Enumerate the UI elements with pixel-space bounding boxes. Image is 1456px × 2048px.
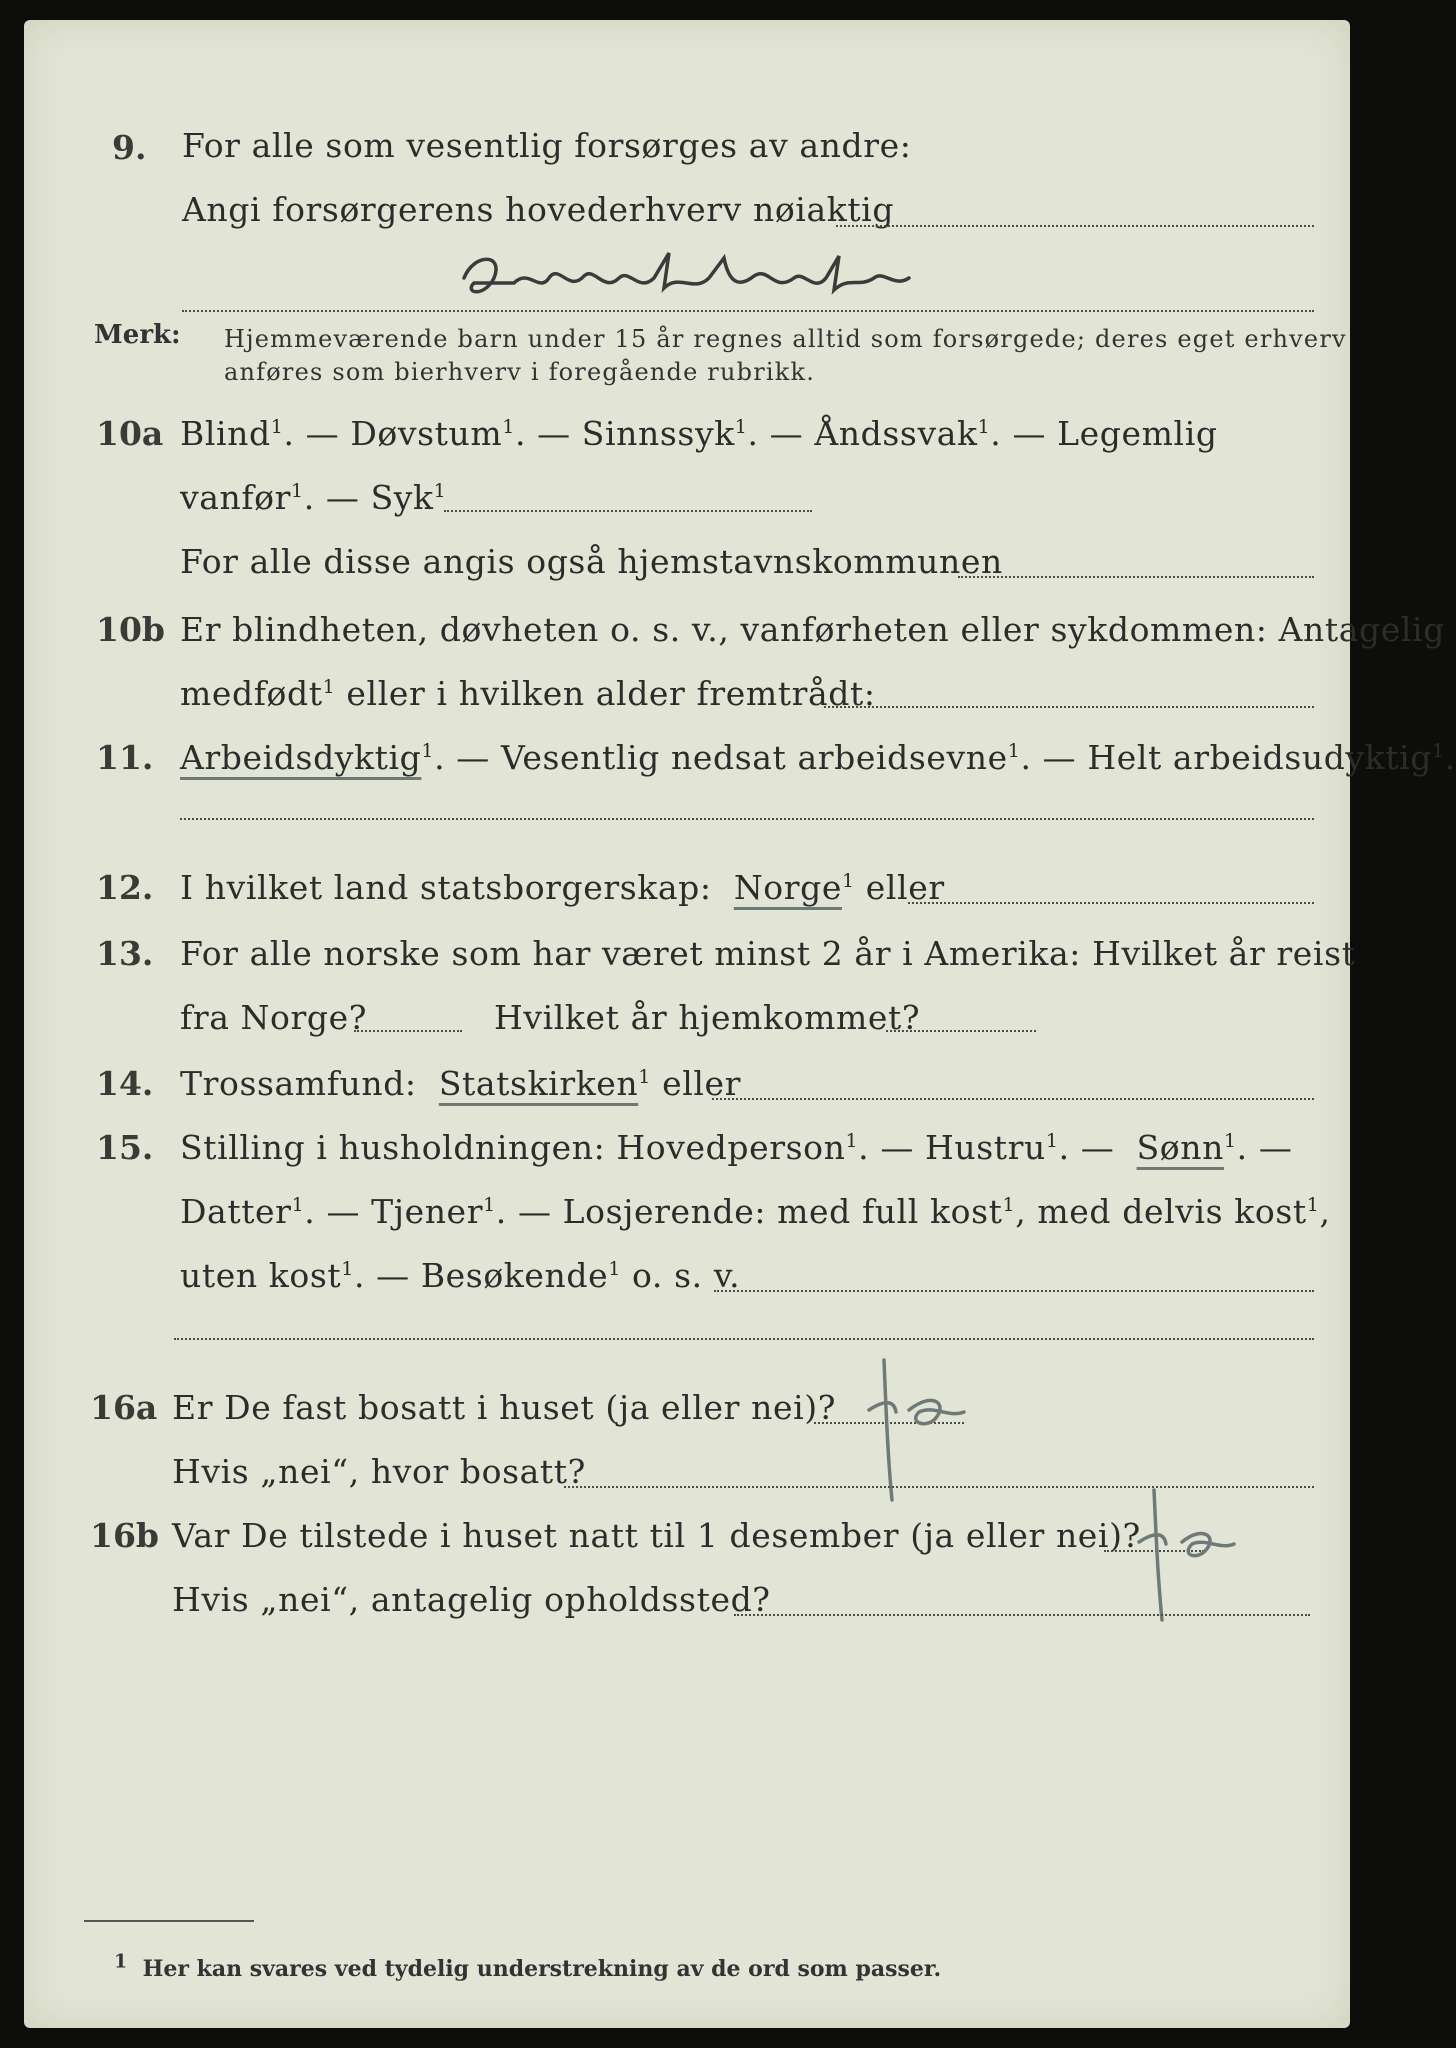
question-10b-number: 10b [96,610,165,649]
handwritten-answer-16b [1134,1480,1254,1634]
question-14-number: 14. [96,1064,154,1103]
handwritten-answer-16a [864,1350,984,1514]
question-12-number: 12. [96,868,154,907]
answer-line[interactable] [174,1338,1314,1340]
question-12-line1: I hvilket land statsborgerskap: Norge$^1$ eller [180,868,945,907]
question-10a-line1: Blind$^1$. — Døvstum$^1$. — Sinnssyk$^1$. — Åndssvak$^1$. — Legemlig [180,414,1218,453]
census-form-page [24,20,1456,2028]
answer-line[interactable] [180,818,1314,820]
question-13-line1: For alle norske som har været minst 2 år i Amerika: Hvilket år reist [180,934,1356,973]
answer-line[interactable] [824,706,1314,708]
question-13-line2-b: Hvilket år hjemkommet? [494,998,921,1037]
question-9-line2: Angi forsørgerens hovederhverv nøiaktig [182,190,895,229]
question-14-line1: Trossamfund: Statskirken$^1$ eller [180,1064,742,1103]
merk-label: Merk: [94,320,181,350]
question-10a-line2: vanfør$^1$. — Syk$^1$ [180,478,447,517]
handwriting-ja [1134,1480,1254,1630]
question-11-line1: Arbeidsdyktig$^1$. — Vesentlig nedsat arbeidsevne$^1$. — Helt arbeidsudyktig$^1$. [180,738,1456,777]
question-9-number: 9. [112,128,147,167]
question-9-line1: For alle som vesentlig forsørges av andre: [182,126,912,165]
question-16b-line1: Var De tilstede i huset natt til 1 desember (ja eller nei)? [172,1516,1141,1555]
answer-line[interactable] [836,225,1314,227]
question-11-number: 11. [96,738,154,777]
footnote-text: 1 Her kan svares ved tydelig understrekning av de ord som passer. [114,1950,942,1982]
question-15-number: 15. [96,1128,154,1167]
answer-line[interactable] [886,1030,1036,1032]
answer-line[interactable] [712,1098,1314,1100]
underlined-sonn: Sønn [1136,1128,1224,1167]
answer-line[interactable] [354,1030,462,1032]
answer-line[interactable] [444,510,812,512]
underlined-norge: Norge [733,868,842,907]
answer-line[interactable] [908,902,1314,904]
question-10a-number: 10a [96,414,164,453]
question-10b-line2: medfødt$^1$ eller i hvilken alder fremtrådt: [180,674,876,713]
question-13-line2-a: fra Norge? [180,998,368,1037]
handwritten-answer-9 [454,248,1054,312]
question-15-line2: Datter$^1$. — Tjener$^1$. — Losjerende: med full kost$^1$, med delvis kost$^1$, [180,1192,1331,1231]
question-16b-line2: Hvis „nei“, antagelig opholdssted? [172,1580,771,1619]
question-16a-number: 16a [90,1388,158,1427]
merk-line2: anføres som bierhverv i foregående rubrikk. [224,358,816,386]
question-16a-line1: Er De fast bosatt i huset (ja eller nei)? [172,1388,836,1427]
answer-line[interactable] [714,1290,1314,1292]
question-10a-line3: For alle disse angis også hjemstavnskommunen [180,542,1003,581]
question-15-line1: Stilling i husholdningen: Hovedperson$^1$. — Hustru$^1$. — Sønn$^1$. — [180,1128,1293,1167]
underlined-arbeidsdyktig: Arbeidsdyktig [180,738,422,777]
answer-line[interactable] [182,310,1314,312]
question-15-line3: uten kost$^1$. — Besøkende$^1$ o. s. v. [180,1256,741,1295]
answer-line[interactable] [958,576,1314,578]
footnote-separator [84,1920,254,1922]
question-13-number: 13. [96,934,154,973]
question-10b-line1: Er blindheten, døvheten o. s. v., vanførheten eller sykdommen: Antagelig [180,610,1445,649]
answer-line[interactable] [734,1614,1310,1616]
underlined-statskirken: Statskirken [438,1064,639,1103]
handwriting-gaardbruker [454,248,1054,308]
question-16b-number: 16b [90,1516,159,1555]
merk-line1: Hjemmeværende barn under 15 år regnes alltid som forsørgede; deres eget erhverv [224,325,1347,353]
question-16a-line2: Hvis „nei“, hvor bosatt? [172,1452,586,1491]
